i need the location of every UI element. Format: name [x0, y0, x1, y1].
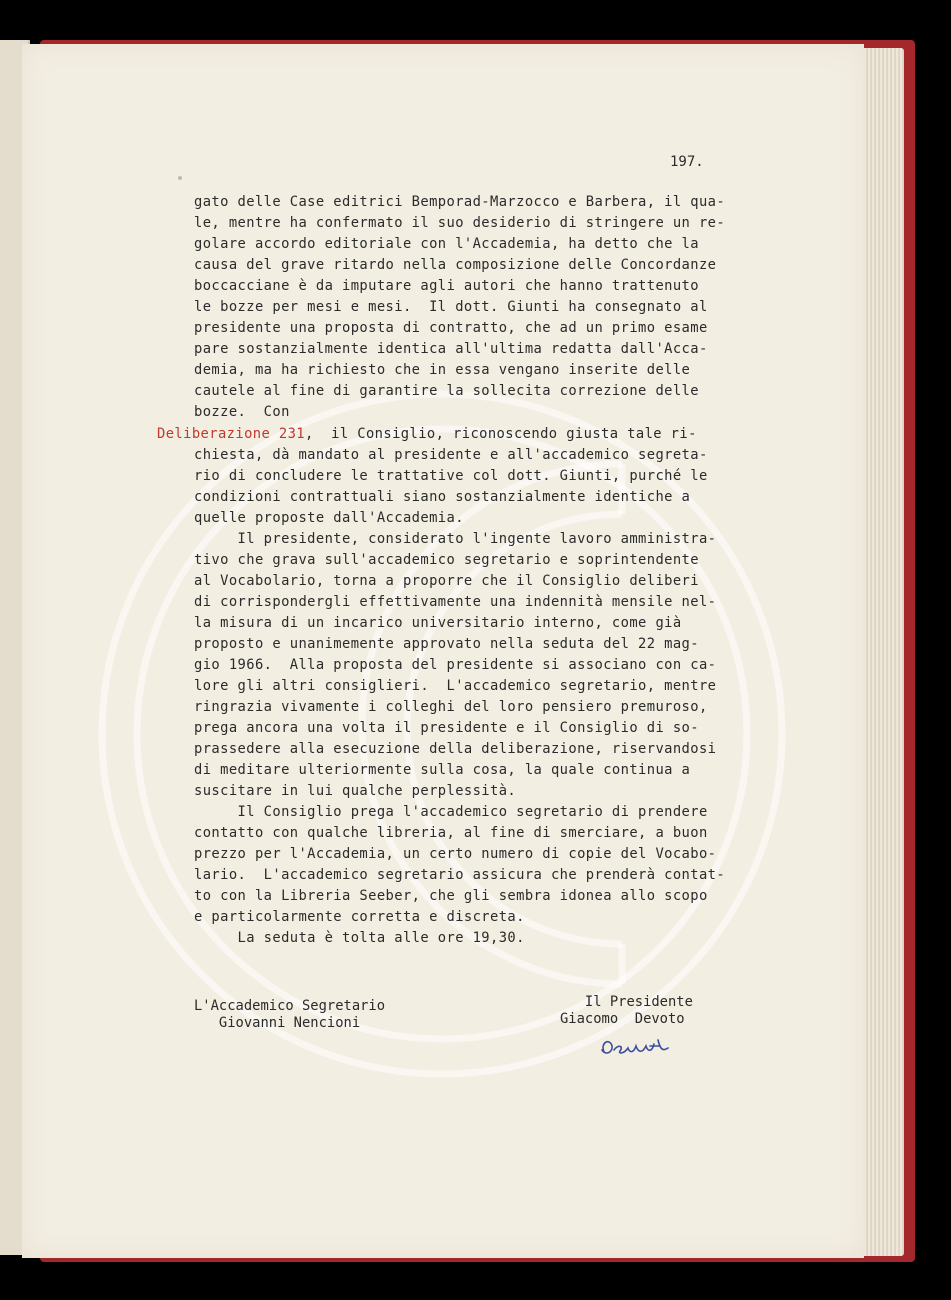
- text-line: prega ancora una volta il presidente e il Consiglio di so-: [194, 720, 699, 736]
- text-line: le, mentre ha confermato il suo desiderio di stringere un re-: [194, 215, 726, 231]
- text-line: pare sostanzialmente identica all'ultima redatta dall'Acca-: [194, 341, 708, 357]
- signature-name: Giovanni Nencioni: [194, 1015, 361, 1031]
- signature-title: L'Accademico Segretario: [194, 998, 386, 1014]
- text-line: presidente una proposta di contratto, che ad un primo esame: [194, 320, 708, 336]
- text-line: tivo che grava sull'accademico segretario e soprintendente: [194, 552, 699, 568]
- text-line: gio 1966. Alla proposta del presidente si associano con ca-: [194, 657, 717, 673]
- text-line: contatto con qualche libreria, al fine di smerciare, a buon: [194, 825, 708, 841]
- text-line: bozze. Con: [194, 404, 290, 420]
- text-line: e particolarmente corretta e discreta.: [194, 909, 525, 925]
- text-line: rio di concludere le trattative col dott. Giunti, purché le: [194, 468, 708, 484]
- signature-name: Giacomo Devoto: [560, 1011, 685, 1027]
- text-line: prassedere alla esecuzione della deliberazione, riservandosi: [194, 741, 717, 757]
- text-line: boccacciane è da imputare agli autori che hanno trattenuto: [194, 278, 699, 294]
- text-line: Il Consiglio prega l'accademico segretario di prendere: [194, 804, 708, 820]
- text-line: cautele al fine di garantire la sollecita correzione delle: [194, 383, 699, 399]
- text-line: quelle proposte dall'Accademia.: [194, 510, 464, 526]
- text-line: Il presidente, considerato l'ingente lavoro amministra-: [194, 531, 717, 547]
- text-line: la misura di un incarico universitario interno, come già: [194, 615, 682, 631]
- text-line: La seduta è tolta alle ore 19,30.: [194, 930, 525, 946]
- text-line: to con la Libreria Seeber, che gli sembra idonea allo scopo: [194, 888, 708, 904]
- paper-mark: [178, 176, 182, 180]
- text-line-with-margin-note: [157, 428, 697, 442]
- text-line: condizioni contrattuali siano sostanzialmente identiche a: [194, 489, 691, 505]
- handwritten-signature-icon: [596, 1034, 676, 1060]
- text-line: le bozze per mesi e mesi. Il dott. Giunti ha consegnato al: [194, 299, 708, 315]
- text-line: al Vocabolario, torna a proporre che il Consiglio deliberi: [194, 573, 699, 589]
- text-line: prezzo per l'Accademia, un certo numero di copie del Vocabo-: [194, 846, 717, 862]
- signature-block-secretary: [194, 998, 385, 1032]
- text-line: di meditare ulteriormente sulla cosa, la quale continua a: [194, 762, 691, 778]
- text-line: causa del grave ritardo nella composizione delle Concordanze: [194, 257, 717, 273]
- text-line: chiesta, dà mandato al presidente e all'accademico segreta-: [194, 447, 708, 463]
- text-line: proposto e unanimemente approvato nella seduta del 22 mag-: [194, 636, 699, 652]
- page-number: 197.: [670, 154, 704, 170]
- text-line: golare accordo editoriale con l'Accademia, ha detto che la: [194, 236, 699, 252]
- text-line: lario. L'accademico segretario assicura che prenderà contat-: [194, 867, 726, 883]
- text-line: lore gli altri consiglieri. L'accademico segretario, mentre: [194, 678, 717, 694]
- text-line: di corrispondergli effettivamente una indennità mensile nel-: [194, 594, 717, 610]
- signature-title: Il Presidente: [560, 994, 693, 1010]
- text-line: suscitare in lui qualche perplessità.: [194, 783, 517, 799]
- text-line: ringrazia vivamente i colleghi del loro pensiero premuroso,: [194, 699, 708, 715]
- document-page: [22, 44, 864, 1258]
- margin-note-deliberazione: Deliberazione 231: [157, 426, 306, 442]
- text-line: demia, ma ha richiesto che in essa vengano inserite delle: [194, 362, 691, 378]
- text-line: gato delle Case editrici Bemporad-Marzocco e Barbera, il qua-: [194, 194, 726, 210]
- text-line: , il Consiglio, riconoscendo giusta tale ri-: [305, 426, 697, 442]
- signature-block-president: [560, 994, 693, 1028]
